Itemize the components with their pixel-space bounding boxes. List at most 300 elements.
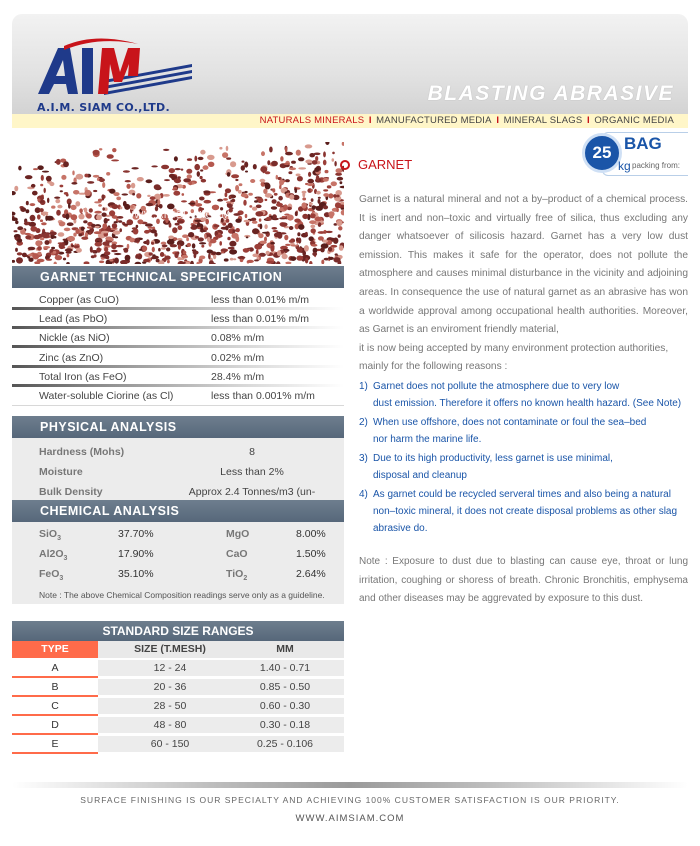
grain-particle: [122, 193, 129, 195]
grain-particle: [318, 231, 326, 234]
grain-particle: [178, 244, 181, 249]
dust-note: Note : Exposure to dust due to blasting can cause eye, throat or lung irritation, coughing or shoress of breath. Chronic Bronchitis, emphysema and other diseases may be aggrevated by exposure to this dust.: [359, 556, 688, 605]
grain-particle: [57, 205, 62, 209]
reason-line: abrasive do.: [373, 523, 428, 534]
nav-item-natural-minerals[interactable]: NATURALS MINERALS: [259, 115, 365, 126]
size-mm: 0.30 - 0.18: [259, 719, 311, 731]
grain-particle: [195, 200, 198, 205]
grain-particle: [314, 167, 319, 172]
spec-name: Water-soluble Ciorine (as Cl): [39, 390, 174, 402]
grain-particle: [63, 258, 66, 261]
formula-base: TiO: [226, 568, 244, 580]
grain-particle: [217, 199, 223, 202]
grain-particle: [131, 167, 138, 169]
grain-particle: [76, 174, 84, 180]
grain-particle: [309, 236, 314, 241]
reason-number: 3): [359, 453, 368, 464]
grain-particle: [203, 165, 209, 170]
grain-particle: [276, 175, 278, 180]
bullet-circle-icon: [340, 160, 350, 170]
grain-particle: [289, 226, 294, 230]
grain-particle: [102, 194, 105, 200]
grain-particle: [181, 200, 187, 202]
physical-value: 8: [249, 446, 255, 458]
grain-particle: [112, 223, 117, 229]
grain-particle: [244, 162, 248, 168]
grain-particle: [247, 260, 254, 263]
reason-number: 4): [359, 489, 368, 500]
chem-value-1: [118, 564, 154, 584]
grain-particle: [99, 178, 105, 182]
grain-particle: [309, 261, 312, 264]
reason-line: nor harm the marine life.: [373, 434, 482, 445]
grain-particle: [81, 227, 84, 231]
grain-particle: [248, 193, 253, 196]
grain-particle: [328, 257, 334, 260]
grain-particle: [67, 236, 75, 242]
grain-particle: [78, 233, 82, 236]
grain-particle: [89, 232, 92, 235]
grain-particle: [54, 262, 57, 264]
grain-particle: [314, 217, 322, 222]
chem-value-2: [296, 524, 326, 544]
grain-particle: [241, 193, 248, 197]
grain-particle: [288, 171, 292, 174]
grain-particle: [107, 154, 114, 159]
grain-particle: [243, 200, 246, 206]
spec-value: less than 0.01% m/m: [211, 294, 310, 306]
grain-particle: [251, 218, 256, 222]
grain-particle: [142, 246, 147, 252]
grain-particle: [199, 242, 206, 244]
tech-spec-heading: GARNET TECHNICAL SPECIFICATION: [12, 266, 344, 288]
aim-logo-icon: [34, 36, 194, 100]
grain-particle: [114, 221, 118, 223]
grain-particle: [245, 171, 248, 173]
grain-particle: [174, 178, 181, 183]
grain-particle: [46, 216, 54, 221]
grain-particle: [323, 193, 329, 197]
grain-particle: [296, 256, 303, 261]
grain-particle: [99, 148, 102, 150]
grain-particle: [265, 193, 272, 198]
grain-particle: [49, 231, 56, 235]
footer-url-link[interactable]: WWW.AIMSIAM.COM: [295, 813, 405, 824]
grain-particle: [312, 252, 317, 256]
grain-particle: [160, 252, 164, 257]
grain-particle: [230, 258, 234, 261]
grain-particle: [323, 189, 328, 191]
grain-particle: [28, 254, 33, 257]
grain-particle: [113, 192, 119, 196]
grain-particle: [236, 228, 240, 232]
photo-watermark: WWW.AIMSIAM.COM: [124, 210, 231, 221]
spec-row: [12, 368, 344, 387]
grain-particle: [257, 198, 263, 204]
grain-particle: [302, 250, 306, 256]
nav-item-organic-media[interactable]: ORGANIC MEDIA: [594, 115, 674, 126]
grain-particle: [323, 160, 327, 166]
reason-number: 1): [359, 381, 368, 392]
grain-particle: [124, 248, 129, 253]
grain-particle: [150, 196, 156, 200]
chem-value: 2.64%: [296, 568, 326, 580]
grain-particle: [322, 240, 328, 243]
formula-subscript: 3: [59, 575, 64, 583]
grain-particle: [24, 233, 31, 235]
grain-particle: [130, 205, 133, 209]
grain-particle: [335, 202, 341, 208]
chem-value-2: [296, 544, 326, 564]
grain-particle: [99, 261, 104, 264]
grain-particle: [168, 236, 174, 240]
size-mesh: 48 - 80: [153, 719, 187, 731]
grain-particle: [208, 253, 211, 259]
header-mm: MM: [276, 643, 294, 655]
grain-particle: [284, 235, 288, 241]
grain-particle: [323, 178, 329, 182]
footer-slogan: SURFACE FINISHING IS OUR SPECIALTY AND ACHIEVING 100% CUSTOMER SATISFACTION IS OUR PRIORITY.: [80, 795, 620, 805]
grain-particle: [84, 174, 88, 178]
grain-particle: [250, 179, 255, 183]
nav-item-mineral-slags[interactable]: MINERAL SLAGS: [503, 115, 583, 126]
formula-base: FeO: [39, 568, 60, 580]
grain-particle: [51, 206, 55, 209]
grain-particle: [132, 193, 135, 196]
grain-particle: [169, 223, 172, 228]
grain-particle: [297, 176, 303, 181]
grain-particle: [307, 179, 314, 184]
product-description: [359, 191, 688, 377]
grain-particle: [203, 190, 210, 193]
grain-particle: [233, 213, 240, 216]
grain-particle: [298, 224, 304, 230]
physical-value: Less than 2%: [220, 466, 284, 478]
grain-particle: [125, 180, 131, 182]
spec-row: [12, 349, 344, 368]
grain-particle: [86, 213, 92, 218]
grain-particle: [106, 172, 110, 176]
size-mm: 0.60 - 0.30: [259, 700, 311, 712]
grain-particle: [156, 259, 160, 263]
grain-particle: [233, 258, 236, 260]
grain-particle: [187, 243, 191, 247]
grain-particle: [294, 219, 300, 223]
grain-particle: [143, 259, 150, 262]
grain-particle: [17, 252, 23, 255]
size-mesh: 12 - 24: [153, 662, 187, 674]
grain-particle: [154, 232, 157, 237]
grain-particle: [318, 236, 324, 240]
size-row: [12, 698, 344, 714]
grain-particle: [323, 151, 326, 157]
grain-particle: [190, 261, 194, 264]
grain-particle: [229, 241, 236, 247]
grain-particle: [192, 243, 196, 248]
grain-particle: [30, 215, 36, 221]
grain-particle: [298, 167, 306, 169]
grain-particle: [173, 191, 180, 196]
grain-particle: [66, 262, 70, 264]
grain-particle: [55, 255, 62, 260]
grain-particle: [316, 175, 320, 181]
grain-particle: [311, 228, 316, 233]
grain-particle: [243, 248, 249, 253]
chem-value-2: [296, 564, 326, 584]
grain-particle: [228, 223, 233, 228]
reasons-list: [359, 378, 688, 539]
grain-particle: [59, 221, 65, 226]
grain-particle: [277, 250, 281, 256]
size-mesh: 60 - 150: [150, 738, 190, 750]
grain-particle: [296, 150, 301, 156]
grain-particle: [318, 197, 321, 199]
grain-particle: [95, 242, 103, 247]
spec-value: 28.4% m/m: [211, 370, 265, 383]
grain-particle: [37, 246, 42, 251]
grain-particle: [204, 200, 212, 204]
grain-particle: [55, 199, 60, 203]
grain-particle: [45, 240, 50, 245]
grain-particle: [328, 193, 333, 198]
grain-particle: [79, 208, 83, 213]
reason-number: 2): [359, 417, 368, 428]
grain-particle: [58, 232, 65, 237]
grain-particle: [61, 175, 66, 180]
grain-particle: [41, 222, 47, 225]
grain-particle: [173, 187, 177, 190]
grain-particle: [163, 194, 170, 197]
size-type: E: [12, 736, 98, 752]
grain-particle: [71, 214, 78, 220]
grain-particle: [311, 198, 314, 202]
size-type: B: [12, 679, 98, 695]
reason-item: [359, 450, 688, 484]
formula-base: MgO: [226, 528, 250, 540]
size-table-header: [12, 641, 344, 658]
spec-name: Zinc (as ZnO): [39, 351, 104, 364]
grain-particle: [226, 146, 229, 151]
grain-particle: [267, 160, 270, 165]
grain-particle: [149, 252, 153, 255]
grain-particle: [105, 237, 113, 241]
grain-particle: [95, 226, 100, 228]
grain-particle: [104, 218, 108, 224]
nav-separator: I: [496, 115, 499, 126]
grain-particle: [117, 216, 124, 219]
chemical-analysis-heading: CHEMICAL ANALYSIS: [12, 500, 344, 522]
size-table-title: STANDARD SIZE RANGES: [12, 621, 344, 641]
garnet-photo: [12, 142, 344, 264]
grain-particle: [227, 172, 230, 177]
grain-particle: [309, 202, 313, 205]
product-name: GARNET: [358, 157, 413, 172]
grain-particle: [76, 248, 82, 253]
packing-badge: [582, 132, 688, 178]
grain-particle: [252, 221, 258, 224]
grain-particle: [78, 214, 84, 220]
footer-divider: [12, 782, 688, 788]
grain-particle: [175, 168, 181, 170]
grain-particle: [33, 235, 40, 239]
grain-particle: [182, 193, 185, 196]
grain-particle: [253, 164, 257, 169]
grain-particle: [174, 252, 178, 258]
grain-particle: [112, 148, 116, 152]
grain-particle: [12, 212, 16, 216]
grain-particle: [41, 175, 44, 181]
grain-particle: [336, 195, 339, 198]
grain-particle: [336, 208, 338, 212]
physical-row: [12, 482, 344, 502]
grain-particle: [287, 215, 294, 221]
grain-particle: [279, 185, 281, 189]
formula-base: CaO: [226, 548, 248, 560]
grain-particle: [104, 247, 108, 252]
grain-particle: [325, 231, 332, 233]
grain-particle: [92, 250, 95, 253]
grain-particle: [229, 249, 237, 254]
grain-particle: [15, 248, 18, 252]
grain-particle: [12, 191, 16, 195]
physical-row: [12, 462, 344, 482]
grain-particle: [222, 152, 228, 158]
grain-particle: [114, 236, 118, 238]
grain-particle: [262, 232, 269, 234]
grain-particle: [17, 226, 23, 230]
grain-particle: [152, 247, 155, 252]
grain-particle: [37, 198, 40, 201]
grain-particle: [94, 231, 102, 234]
grain-particle: [46, 259, 52, 261]
grain-particle: [14, 186, 18, 192]
grain-particle: [66, 213, 70, 219]
grain-particle: [162, 245, 168, 248]
size-type: D: [12, 717, 98, 733]
grain-particle: [289, 240, 294, 243]
spec-name: Copper (as CuO): [39, 294, 119, 306]
grain-particle: [226, 157, 231, 159]
grain-particle: [189, 182, 192, 186]
grain-particle: [116, 245, 124, 247]
chem-value: 1.50%: [296, 548, 326, 560]
chem-value: 37.70%: [118, 528, 154, 540]
grain-particle: [161, 242, 167, 245]
grain-particle: [64, 228, 71, 232]
grain-particle: [325, 142, 329, 145]
grain-particle: [284, 163, 290, 165]
grain-particle: [245, 214, 248, 218]
grain-particle: [135, 262, 142, 264]
grain-particle: [194, 253, 197, 258]
grain-particle: [16, 257, 23, 263]
grain-particle: [169, 168, 175, 173]
grain-particle: [298, 157, 304, 161]
grain-particle: [67, 222, 74, 226]
grain-particle: [295, 211, 298, 216]
grain-particle: [225, 188, 231, 193]
grain-particle: [218, 184, 222, 188]
grain-particle: [216, 234, 223, 238]
grain-particle: [136, 225, 139, 228]
grain-particle: [219, 147, 222, 150]
grain-particle: [289, 167, 296, 170]
grain-particle: [282, 216, 286, 218]
grain-particle: [114, 253, 122, 255]
grain-particle: [271, 245, 275, 251]
grain-particle: [265, 183, 271, 189]
grain-particle: [26, 209, 30, 213]
grain-particle: [123, 224, 129, 226]
bag-caption: packing from:: [632, 161, 681, 170]
grain-particle: [84, 261, 90, 264]
spec-value: less than 0.01% m/m: [211, 313, 310, 326]
category-nav: [12, 114, 688, 128]
grain-particle: [240, 259, 244, 262]
grain-particle: [109, 259, 113, 262]
grain-particle: [102, 213, 107, 217]
grain-particle: [87, 226, 93, 228]
grain-particle: [201, 179, 206, 183]
grain-particle: [201, 245, 204, 248]
grain-particle: [40, 237, 44, 240]
grain-particle: [75, 228, 79, 234]
grain-particle: [124, 204, 130, 210]
nav-separator: I: [587, 115, 590, 126]
grain-particle: [28, 247, 36, 250]
grain-particle: [146, 203, 153, 206]
grain-particle: [144, 230, 150, 234]
grain-particle: [265, 199, 268, 201]
spec-row: [12, 387, 344, 406]
grain-particle: [18, 166, 21, 171]
spec-name: Lead (as PbO): [39, 313, 108, 326]
grain-particle: [197, 171, 200, 177]
grain-particle: [328, 211, 334, 217]
grain-particle: [66, 251, 72, 254]
grain-particle: [198, 157, 204, 160]
nav-item-manufactured-media[interactable]: MANUFACTURED MEDIA: [376, 115, 492, 126]
company-logo[interactable]: [34, 36, 194, 116]
grain-particle: [116, 197, 121, 201]
grain-particle: [316, 191, 321, 195]
grain-particle: [174, 156, 178, 161]
grain-particle: [254, 244, 262, 250]
grain-particle: [111, 250, 118, 253]
grain-particle: [227, 237, 230, 241]
grain-particle: [266, 251, 270, 255]
grain-particle: [259, 241, 267, 245]
grain-particle: [53, 251, 57, 254]
grain-particle: [308, 172, 311, 177]
grain-particle: [195, 236, 199, 239]
grain-particle: [309, 153, 315, 157]
grain-particle: [22, 253, 27, 258]
grain-particle: [297, 247, 303, 252]
grain-particle: [173, 237, 177, 240]
grain-particle: [46, 176, 52, 182]
grain-particle: [244, 191, 247, 193]
grain-particle: [230, 161, 236, 167]
grain-particle: [25, 175, 33, 179]
grain-particle: [271, 206, 277, 209]
grain-particle: [290, 256, 296, 261]
formula-subscript: 3: [63, 555, 68, 563]
grain-particle: [255, 211, 263, 216]
page-title: BLASTING ABRASIVE: [427, 82, 674, 105]
grain-particle: [321, 260, 324, 264]
grain-particle: [249, 205, 252, 208]
